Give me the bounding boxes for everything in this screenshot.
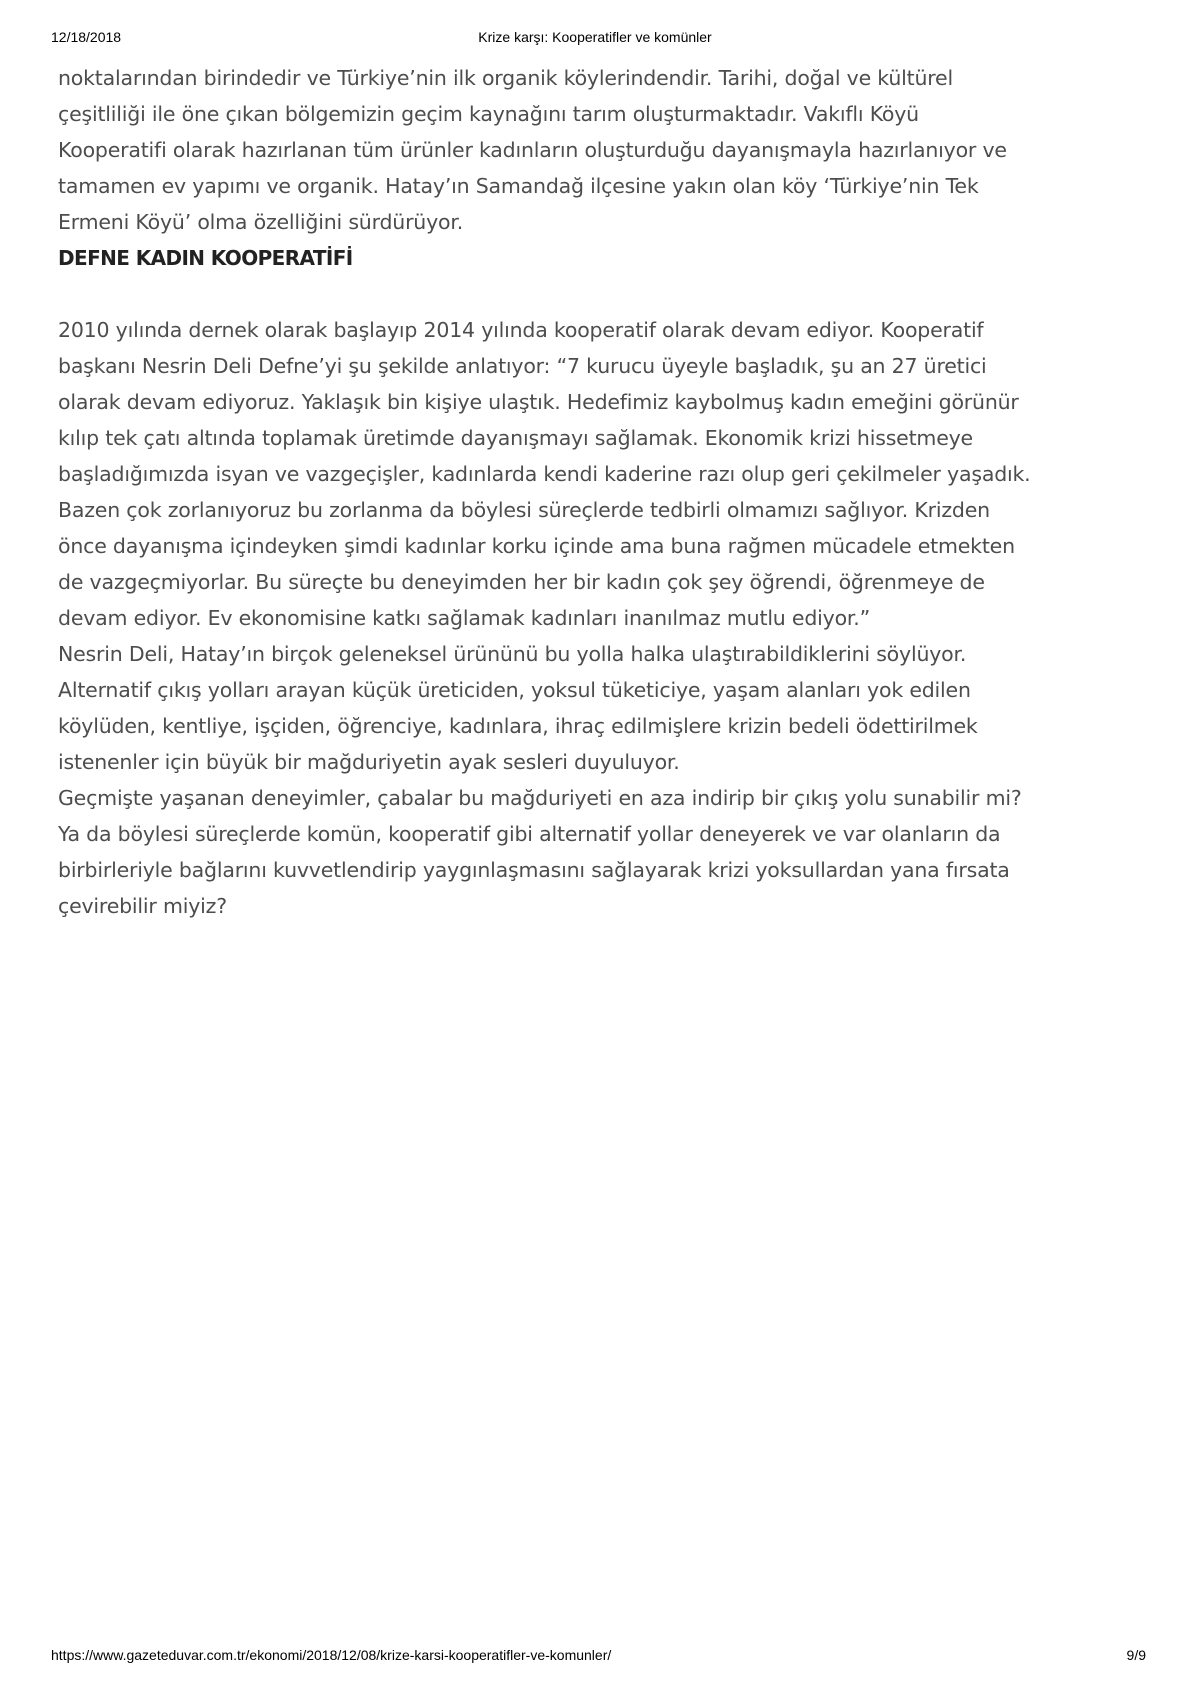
text-line: önce dayanışma içindeyken şimdi kadınlar korku içinde ama buna rağmen mücadele etmekten xyxy=(58,534,1015,558)
text-line: Geçmişte yaşanan deneyimler, çabalar bu mağduriyeti en aza indirip bir çıkış yolu sunabilir mi? xyxy=(58,786,1022,810)
text-line: çeşitliliği ile öne çıkan bölgemizin geçim kaynağını tarım oluşturmaktadır. Vakıflı Köyü xyxy=(58,102,919,126)
spacer xyxy=(58,276,1148,312)
text-line: Ya da böylesi süreçlerde komün, kooperatif gibi alternatif yollar deneyerek ve var olanların da xyxy=(58,822,1001,846)
paragraph-2 xyxy=(58,312,1148,924)
print-date: 12/18/2018 xyxy=(51,29,122,45)
text-line: başladığımızda isyan ve vazgeçişler, kadınlarda kendi kaderine razı olup geri çekilmeler yaşadık. xyxy=(58,462,1031,486)
page-url: https://www.gazeteduvar.com.tr/ekonomi/2018/12/08/krize-karsi-kooperatifler-ve-komunler/ xyxy=(51,1647,612,1663)
page-title: Krize karşı: Kooperatifler ve komünler xyxy=(478,29,712,45)
text-line: köylüden, kentliye, işçiden, öğrenciye, kadınlara, ihraç edilmişlere krizin bedeli ödettirilmek xyxy=(58,714,978,738)
text-line: Nesrin Deli, Hatay’ın birçok geleneksel ürününü bu yolla halka ulaştırabildiklerini söylüyor. xyxy=(58,642,967,666)
text-line: olarak devam ediyoruz. Yaklaşık bin kişiye ulaştık. Hedefimiz kaybolmuş kadın emeğini görünür xyxy=(58,390,1019,414)
text-line: noktalarından birindedir ve Türkiye’nin ilk organik köylerindendir. Tarihi, doğal ve kültürel xyxy=(58,66,953,90)
text-line: kılıp tek çatı altında toplamak üretimde dayanışmayı sağlamak. Ekonomik krizi hissetmeye xyxy=(58,426,973,450)
print-header xyxy=(0,29,1190,49)
text-line: istenenler için büyük bir mağduriyetin ayak sesleri duyuluyor. xyxy=(58,750,680,774)
text-line: Alternatif çıkış yolları arayan küçük üreticiden, yoksul tüketiciye, yaşam alanları yok edilen xyxy=(58,678,971,702)
section-heading: DEFNE KADIN KOOPERATİFİ xyxy=(58,246,353,270)
text-line: devam ediyor. Ev ekonomisine katkı sağlamak kadınları inanılmaz mutlu ediyor.” xyxy=(58,606,870,630)
paragraph-1 xyxy=(58,60,1148,240)
page-number: 9/9 xyxy=(1126,1647,1146,1663)
text-line: 2010 yılında dernek olarak başlayıp 2014 yılında kooperatif olarak devam ediyor. Kooperatif xyxy=(58,318,984,342)
article-body xyxy=(58,60,1148,924)
text-line: Bazen çok zorlanıyoruz bu zorlanma da böylesi süreçlerde tedbirli olmamızı sağlıyor. Krizden xyxy=(58,498,990,522)
text-line: birbirleriyle bağlarını kuvvetlendirip yaygınlaşmasını sağlayarak krizi yoksullardan yana fırsata xyxy=(58,858,1010,882)
text-line: tamamen ev yapımı ve organik. Hatay’ın Samandağ ilçesine yakın olan köy ‘Türkiye’nin Tek xyxy=(58,174,979,198)
text-line: Ermeni Köyü’ olma özelliğini sürdürüyor. xyxy=(58,210,464,234)
text-line: çevirebilir miyiz? xyxy=(58,894,227,918)
text-line: Kooperatifi olarak hazırlanan tüm ürünler kadınların oluşturduğu dayanışmayla hazırlanıyor ve xyxy=(58,138,1007,162)
text-line: başkanı Nesrin Deli Defne’yi şu şekilde anlatıyor: “7 kurucu üyeyle başladık, şu an 27 üretici xyxy=(58,354,987,378)
print-footer xyxy=(0,1647,1190,1667)
text-line: de vazgeçmiyorlar. Bu süreçte bu deneyimden her bir kadın çok şey öğrendi, öğrenmeye de xyxy=(58,570,985,594)
